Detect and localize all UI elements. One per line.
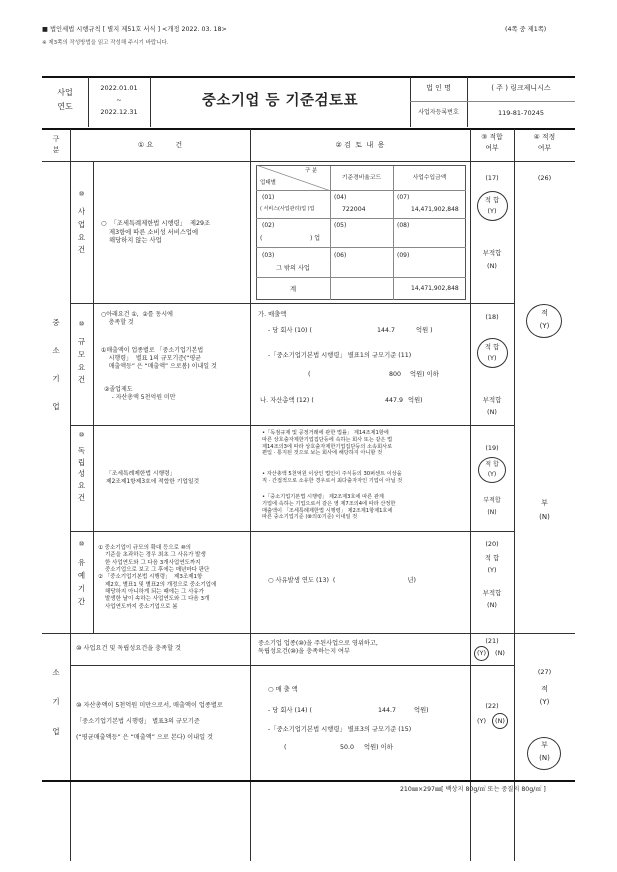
fit-17-no: (17) — [485, 174, 499, 182]
fit-20-no-label: 부적합 — [482, 589, 502, 597]
year-from: 2022.01.01 — [100, 84, 138, 92]
form-title: 중소기업 등 기준검토표 — [201, 93, 359, 109]
table-header-gubun: 구 분 — [305, 168, 318, 174]
condition-grace: ① 중소기업이 규모의 확대 등으로 ⑩의 기준을 초과하는 경우 최초 그 사유가 발생 한 사업연도와 그 다음 3개사업연도까지 중소기업으로 보고 그 후에는 매년마다 판단 ② 「중소기업기본법 시행령」 제3조제1항 제2호, 별표1 및 별표2의 개정으로 중소기업에 해당하지 아니하게 되는 때에는 그 사유가 발생한 날이 속하는 사업연도와 그 다음 3개 사업연도까지 중소기업으로 봄 — [98, 545, 217, 610]
section-small: 소 기 업 — [52, 668, 60, 736]
fit-18-yes-code: (Y) — [487, 354, 497, 362]
fit-17-no-code: (N) — [487, 262, 497, 270]
asset-unit: 억원) — [408, 397, 423, 404]
fit-18-no-label: 부적합 — [482, 396, 502, 404]
condition-business: ○ 「조세특례제한법 시행령」 제29조 제3항에 따른 소비성 서비스업에 해당하지 않는 사업 — [101, 220, 211, 244]
standard-unit: 억원) 이하 — [410, 371, 439, 378]
section-sme: 중 소 기 업 — [52, 318, 60, 412]
corp-name-label: 법 인 명 — [426, 84, 451, 92]
fit-19-yes-code: (Y) — [487, 471, 497, 478]
fit-18-no: (18) — [485, 313, 499, 321]
review-grace: ○ 사유발생 연도 (13) ( 년) — [268, 577, 416, 584]
condition-106-1: ⑩ 자산총액이 5천억원 미만으로서, 매출액이 업종별로 — [76, 702, 223, 709]
paper-spec: 210㎜×297㎜[ 백상지 80g/㎡ 또는 중질지 80g/㎡ ] — [400, 786, 546, 793]
row1-rev-no: (07) — [397, 194, 410, 201]
revenue-unit: 억원 ) — [416, 327, 433, 334]
small-revenue-head: ○ 매 출 액 — [268, 686, 298, 693]
review-105: 중소기업 업종(⑩)을 주된사업으로 영위하고, 독립성요건(⑩)을 충족하는지 여부 — [258, 640, 378, 656]
biz-no: 119-81-70245 — [497, 109, 545, 117]
table-header-revenue: 사업수입금액 — [412, 175, 447, 181]
table-header-business: 업태별 — [260, 180, 276, 186]
row2-rev-no: (08) — [397, 222, 410, 229]
row1-code: 722004 — [342, 206, 366, 213]
table-header-code: 기준경비율코드 — [341, 175, 382, 181]
fit-21-yes: (Y) — [476, 649, 487, 657]
col-review: ② 검 토 내 용 — [335, 141, 385, 149]
row2-business: ( ) 업 — [260, 235, 321, 242]
fit-18-yes: 적 합 — [484, 343, 500, 351]
fit-17-yes-code: (Y) — [487, 207, 497, 215]
revenue-line: - 당 회사 (10) ( — [268, 327, 312, 334]
fit-26-no-label: 부 — [541, 499, 548, 507]
condition-106-3: (“평균매출액등” 은 “매출액” 으로 본다) 이내일 것 — [76, 734, 214, 741]
fit-19-yes: 적 합 — [485, 461, 499, 468]
page-note: (4쪽 중 제1쪽) — [505, 26, 547, 33]
fit-21-no: (21) — [485, 637, 499, 645]
condition-size-3: ②졸업제도 - 자산총액 5천억원 미만 — [104, 386, 176, 402]
code-101: ⑩ — [78, 190, 85, 198]
small-revenue-value: 144.7 — [378, 707, 397, 714]
fit-27-no: (27) — [537, 668, 552, 676]
review-independence-3: •「중소기업기본법 시행령」 제2조제3호에 따른 관계 기업에 속하는 기업으로서 같은 영 제7조의4에 따라 산정한 매출액이 「조세특례제한법 시행령」 제2조제1항제1호에 따른 중소기업기준 (⑩의①기준) 이내일 것 — [262, 494, 396, 521]
total-revenue: 14,471,902,848 — [411, 285, 459, 292]
fit-26-yes-code: (Y) — [539, 322, 550, 330]
fit-26-no: (26) — [537, 174, 552, 182]
code-103: ⑩ — [78, 431, 85, 439]
standard-line: -「중소기업기본법 시행령」 별표1의 규모기준 (11) — [268, 352, 412, 359]
corp-name: ( 주 ) 링크제니시스 — [491, 84, 551, 92]
fit-20-yes-code: (Y) — [487, 566, 497, 574]
condition-independence: 「조세특례제한법 시행령」 제2조제1항제3호에 적합한 기업일것 — [106, 471, 200, 485]
label-size-req: 규 모 요 건 — [77, 337, 86, 385]
row2-no: (02) — [262, 222, 275, 229]
fit-22-no: (22) — [485, 702, 499, 710]
row1-code-no: (04) — [334, 194, 347, 201]
fit-17-no-label: 부적합 — [482, 249, 502, 257]
col-requirement: ① 요 건 — [137, 141, 183, 149]
code-102: ⑩ — [78, 320, 85, 328]
header-diagonal — [256, 165, 331, 191]
total-label: 계 — [289, 285, 297, 293]
fit-27-yes-code: (Y) — [539, 698, 550, 706]
year-to: 2022.12.31 — [100, 108, 138, 116]
small-standard-paren: ( — [284, 744, 287, 751]
label-business-req: 사 업 요 건 — [77, 207, 86, 255]
row2-code-no: (05) — [334, 222, 347, 229]
fit-17-yes: 적 합 — [484, 196, 500, 204]
fit-27-no-code: (N) — [539, 754, 550, 762]
fit-27-no-label: 부 — [541, 741, 548, 749]
instruction-note: ※ 제3쪽의 작성방법을 읽고 작성해 주시기 바랍니다. — [42, 40, 169, 46]
row3-code-no: (06) — [334, 252, 347, 259]
fit-19-no-code: (N) — [487, 509, 497, 516]
fit-22-no-option: (N) — [495, 717, 505, 725]
col-gubun: 구 분 — [52, 135, 60, 154]
asset-line: 나. 자산총액 (12) ( — [260, 397, 314, 404]
fit-20-no: (20) — [485, 540, 499, 548]
fit-27-yes: 적 — [541, 685, 548, 693]
revenue-value: 144.7 — [377, 327, 396, 334]
code-104: ⑩ — [78, 540, 85, 548]
fit-20-no-code: (N) — [487, 601, 497, 609]
fit-22-yes-option: (Y) — [476, 717, 487, 725]
label-independence-req: 독 립 성 요 건 — [77, 446, 86, 502]
small-revenue-unit: 억원) — [414, 707, 429, 714]
row3-business: 그 밖의 사업 — [276, 265, 310, 272]
biz-no-label: 사업자등록번호 — [418, 109, 459, 116]
row3-no: (03) — [262, 252, 275, 259]
year-label: 사업 연도 — [57, 88, 73, 111]
fit-21-no-option: (N) — [495, 649, 505, 657]
row3-rev-no: (09) — [397, 252, 410, 259]
condition-106-2: 「중소기업기본법 시행령」 별표3의 규모기준 — [76, 718, 200, 725]
review-independence-2: • 자산총액 5천억원 이상인 법인이 주식등의 30퍼센트 이상을 직 · 간접적으로 소유한 경우로서 최다출자자인 기업이 아닐 것 — [262, 471, 403, 484]
fit-20-yes: 적 합 — [484, 554, 500, 562]
label-grace-period: 유 예 기 간 — [77, 558, 86, 607]
row1-business: ( 서비스(사업관리)업 )업 — [260, 206, 315, 212]
col-fit-4: ④ 적정 여부 — [533, 133, 556, 152]
fit-26-yes: 적 — [541, 309, 548, 317]
small-standard-line: -「중소기업기본법 시행령」 별표3의 규모기준 (15) — [268, 726, 412, 733]
condition-105: ⑩ 사업요건 및 독립성요건을 충족할 것 — [76, 645, 182, 652]
fit-18-no-code: (N) — [487, 408, 497, 416]
law-reference: ■ 법인세법 시행규칙 [ 별지 제51호 서식 ] <개정 2022. 03. 18> — [42, 26, 227, 33]
col-fit-3: ③ 적합 여부 — [481, 133, 503, 152]
year-separator: ~ — [116, 96, 122, 104]
revenue-head: 가. 매출액 — [258, 311, 287, 318]
small-revenue-line: - 당 회사 (14) ( — [268, 707, 312, 714]
standard-paren: ( — [308, 371, 311, 378]
standard-value: 800 — [389, 371, 402, 378]
condition-size-1: ○아래요건 ①, ②를 동시에 충족할 것 — [101, 311, 173, 327]
fit-26-no-code: (N) — [539, 513, 550, 521]
small-standard-unit: 억원) 이하 — [364, 744, 393, 751]
row1-revenue: 14,471,902,848 — [411, 206, 459, 213]
review-independence-1: •「독점규제 및 공정거래에 관한 법률」 제14조제1항에 따른 상호출자제한기업집단등에 속하는 회사 또는 같은 법 제14조의3에 따라 상호출자제한기업집단등의 소속회사로 편입 · 통지된 것으로 보는 회사에 해당하지 아니할 것 — [262, 430, 393, 457]
small-standard-value: 50.0 — [340, 744, 355, 751]
asset-value: 447.9 — [385, 397, 404, 404]
row1-no: (01) — [262, 194, 275, 201]
fit-19-no-label: 부적합 — [483, 497, 501, 504]
fit-19-no: (19) — [485, 444, 499, 452]
condition-size-2: ①매출액이 업종별로 「중소기업기본법 시행령」 별표 1의 규모기준(“평균 매출액등” 은 “매출액” 으로봄) 이내일 것 — [101, 347, 217, 371]
